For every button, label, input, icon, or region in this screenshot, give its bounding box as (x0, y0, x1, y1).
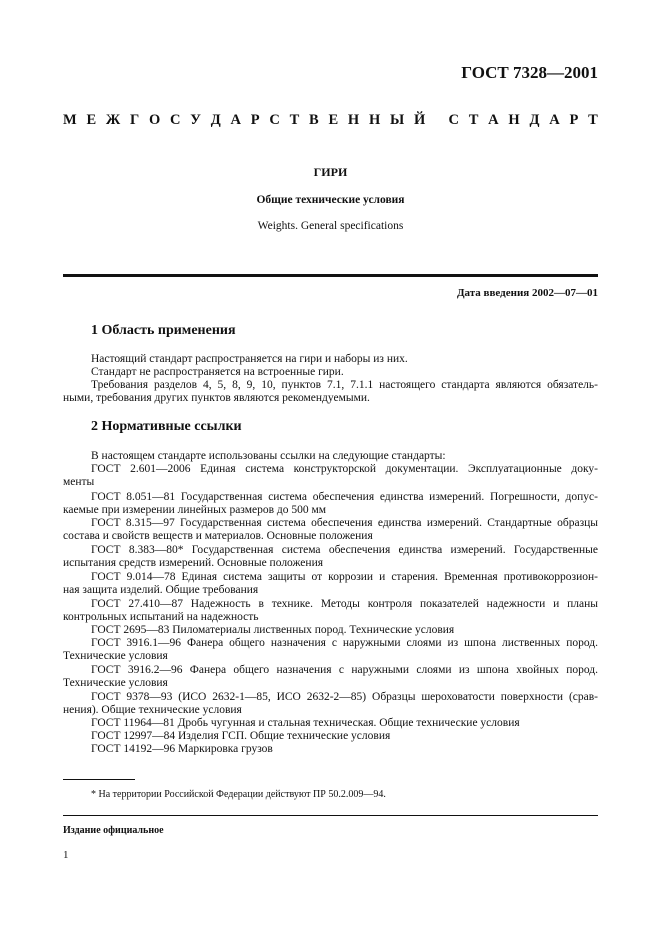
document-title: ГИРИ (313, 165, 348, 179)
edition-label: Издание официальное (63, 825, 164, 836)
reference-line (63, 637, 598, 650)
banner-letter: Й (414, 112, 426, 128)
banner-gap (435, 112, 439, 129)
banner-letter: Ж (105, 112, 121, 128)
banner-letter: А (230, 112, 241, 128)
reference-line: Технические условия (63, 650, 168, 662)
footer-divider (63, 815, 598, 816)
reference-line (63, 691, 598, 704)
banner-letter: Т (588, 112, 598, 128)
banner-letter: Н (368, 112, 381, 128)
section-heading: 2 Нормативные ссылки (91, 419, 242, 434)
section-heading: 1 Область применения (91, 323, 236, 338)
banner-letter: А (488, 112, 499, 128)
banner-letter: Ы (390, 112, 405, 128)
reference-line (63, 571, 598, 584)
reference-line-text: ГОСТ 9.014—78 Единая система защиты от коррозии и старения. Временная противокоррозион- (91, 571, 598, 583)
banner-letter: В (309, 112, 319, 128)
reference-line: менты (63, 476, 95, 488)
reference-line: ГОСТ 12997—84 Изделия ГСП. Общие технические условия (91, 730, 391, 742)
paragraph-line: В настоящем стандарте использованы ссылки на следующие стандарты: (91, 450, 446, 462)
reference-line-text: ГОСТ 3916.1—96 Фанера общего назначения с наружными слоями из шпона лиственных пород. (91, 637, 598, 649)
reference-line (63, 463, 598, 476)
banner-letter: Т (468, 112, 479, 128)
banner-letter: С (170, 112, 181, 128)
reference-line: ГОСТ 2695—83 Пиломатериалы лиственных пород. Технические условия (91, 624, 455, 636)
reference-line: состава и свойств веществ и материалов. Основные положения (63, 530, 373, 542)
footnote: * На территории Российской Федерации действуют ПР 50.2.009—94. (91, 789, 386, 800)
paragraph-line-text: Требования разделов 4, 5, 8, 9, 10, пунктов 7.1, 7.1.1 настоящего стандарта являются обязатель- (91, 379, 598, 391)
reference-line-text: ГОСТ 3916.2—96 Фанера общего назначения с наружными слоями из шпона хвойных пород. (91, 664, 598, 676)
banner-letter: У (190, 112, 201, 128)
banner-letter: Н (347, 112, 360, 128)
banner-letter: Д (210, 112, 221, 128)
title-divider (63, 274, 598, 277)
document-subtitle: Общие технические условия (256, 194, 405, 206)
reference-line (63, 544, 598, 557)
banner-letter: М (63, 112, 77, 128)
banner-letter: С (269, 112, 280, 128)
reference-line: нения). Общие технические условия (63, 704, 242, 716)
reference-line: ная защита изделий. Общие требования (63, 584, 259, 596)
reference-line-text: ГОСТ 9378—93 (ИСО 2632-1—85, ИСО 2632-2—85) Образцы шероховатости поверхности (срав- (91, 691, 598, 703)
document-subtitle-english: Weights. General specifications (257, 220, 404, 232)
reference-line-text: ГОСТ 27.410—87 Надежность в технике. Методы контроля показателей надежности и планы (91, 598, 598, 610)
banner-letter: Е (86, 112, 97, 128)
banner-letter: О (149, 112, 161, 128)
reference-line (63, 598, 598, 611)
reference-line: испытания средств измерений. Основные положения (63, 557, 324, 569)
reference-line (63, 491, 598, 504)
standard-type-banner (63, 112, 598, 129)
banner-letter: Т (289, 112, 300, 128)
reference-line: контрольных испытаний на надежность (63, 611, 259, 623)
reference-line-text: ГОСТ 2.601—2006 Единая система конструкторской документации. Эксплуатационные доку- (91, 463, 598, 475)
banner-letter: А (549, 112, 560, 128)
paragraph-line: ными, требования других пунктов являются рекомендуемыми. (63, 392, 370, 404)
page-number: 1 (63, 849, 69, 861)
reference-line-text: ГОСТ 8.051—81 Государственная система обеспечения единства измерений. Погрешности, допус- (91, 491, 598, 503)
banner-letter: Е (328, 112, 339, 128)
paragraph-line (63, 379, 598, 392)
reference-line-text: ГОСТ 8.315—97 Государственная система обеспечения единства измерений. Стандартные образцы (91, 517, 598, 529)
banner-letter: Г (130, 112, 140, 128)
banner-letter: Р (250, 112, 260, 128)
banner-letter: Р (569, 112, 579, 128)
reference-line: каемые при измерении линейных размеров до 500 мм (63, 504, 327, 516)
introduction-date: Дата введения 2002—07—01 (456, 287, 598, 299)
banner-letter: С (448, 112, 459, 128)
paragraph-line: Настоящий стандарт распространяется на гири и наборы из них. (91, 353, 408, 365)
reference-line (63, 664, 598, 677)
banner-letter: Д (529, 112, 540, 128)
document-code: ГОСТ 7328—2001 (461, 63, 598, 82)
banner-letter: Н (508, 112, 520, 128)
reference-line-text: ГОСТ 8.383—80* Государственная система обеспечения единства измерений. Государственные (91, 544, 598, 556)
footnote-divider (63, 779, 135, 780)
reference-line (63, 517, 598, 530)
reference-line: ГОСТ 14192—96 Маркировка грузов (91, 743, 273, 755)
paragraph-line: Стандарт не распространяется на встроенные гири. (91, 366, 344, 378)
reference-line: ГОСТ 11964—81 Дробь чугунная и стальная техническая. Общие технические условия (91, 717, 520, 729)
reference-line: Технические условия (63, 677, 168, 689)
